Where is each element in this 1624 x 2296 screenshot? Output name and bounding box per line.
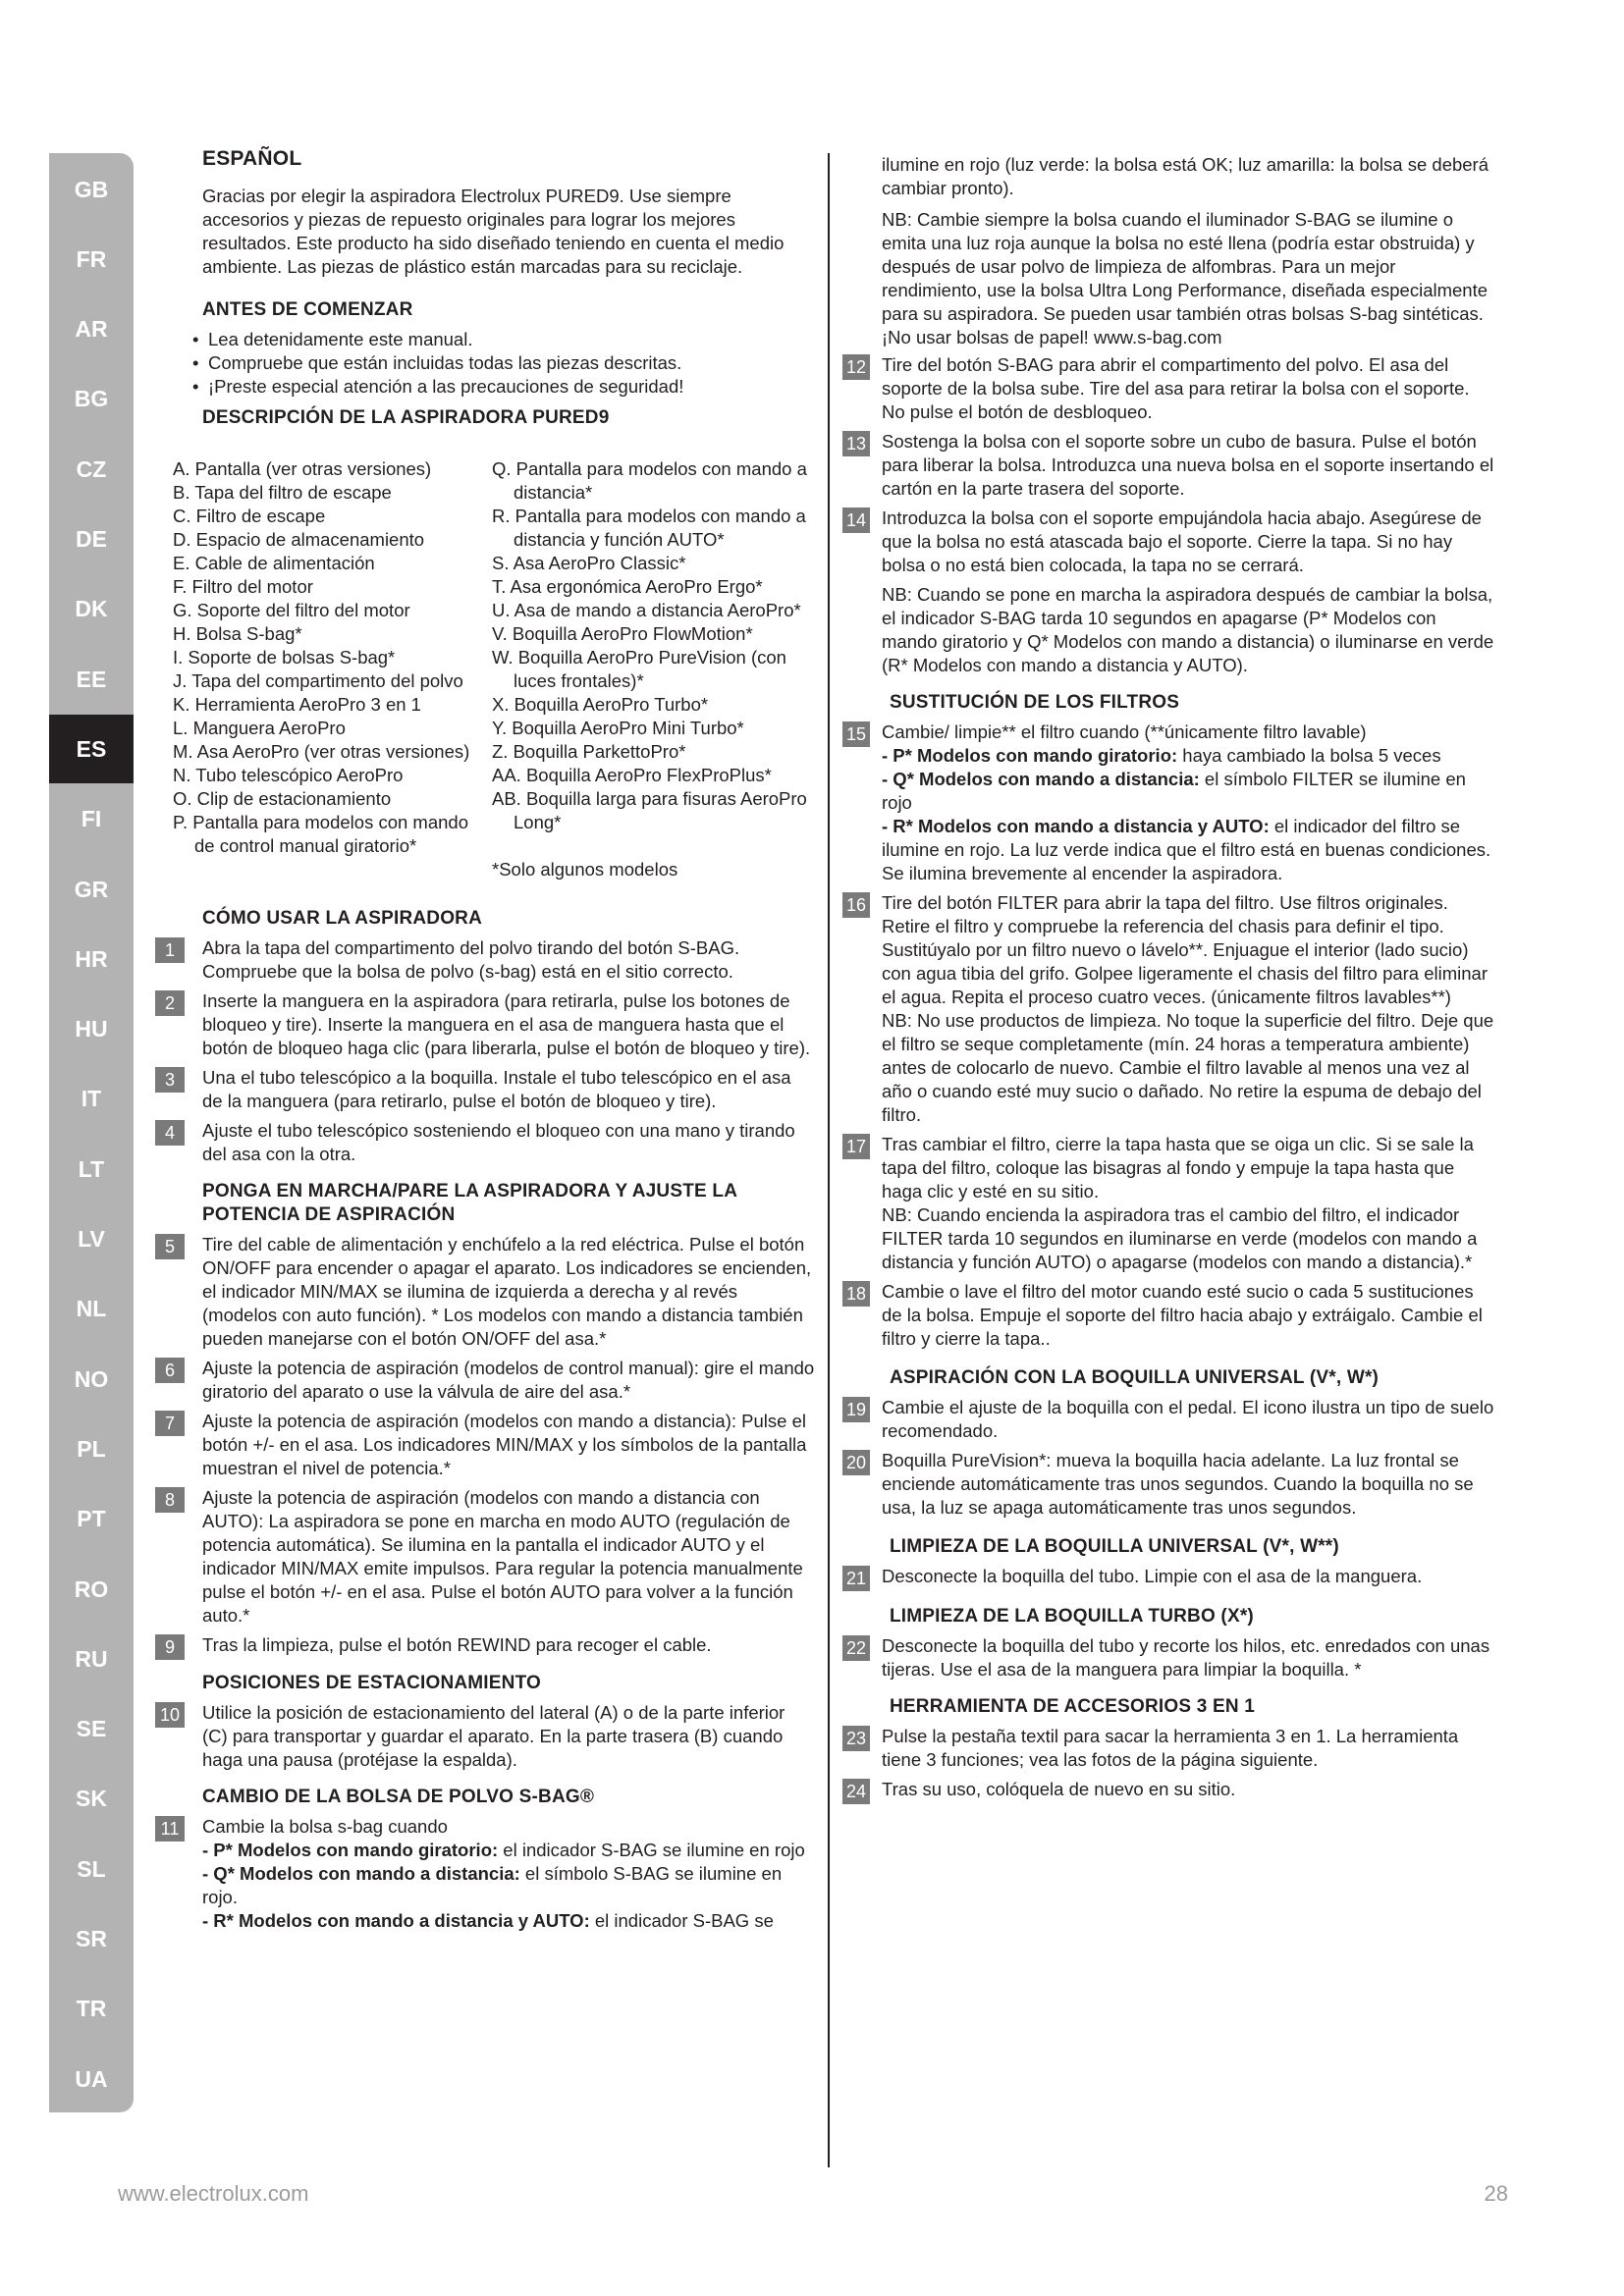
model-text: el indicador S-BAG se ilumine en rojo bbox=[498, 1840, 805, 1860]
step-number: 6 bbox=[155, 1358, 185, 1383]
step-12 bbox=[842, 353, 1495, 424]
step-number: 17 bbox=[842, 1134, 870, 1159]
step-body: Tras su uso, colóquela de nuevo en su sitio. bbox=[882, 1779, 1236, 1799]
step-6 bbox=[155, 1357, 815, 1404]
language-tab-sr[interactable]: SR bbox=[76, 1926, 107, 1951]
step-17 bbox=[842, 1133, 1495, 1274]
step-20 bbox=[842, 1449, 1495, 1520]
step-number: 13 bbox=[842, 431, 870, 456]
left-column bbox=[155, 147, 815, 1939]
step-text bbox=[882, 721, 1495, 885]
part-item: M. Asa AeroPro (ver otras versiones) bbox=[173, 741, 470, 762]
part-item: K. Herramienta AeroPro 3 en 1 bbox=[173, 694, 421, 715]
language-tab-lt[interactable]: LT bbox=[78, 1155, 105, 1182]
step-number: 18 bbox=[842, 1281, 870, 1307]
language-tab-fr[interactable]: FR bbox=[76, 245, 107, 272]
step-4 bbox=[155, 1119, 815, 1166]
language-tab-hu[interactable]: HU bbox=[75, 1016, 108, 1042]
part-item: D. Espacio de almacenamiento bbox=[173, 529, 425, 550]
step-intro: Cambie la bolsa s-bag cuando bbox=[202, 1816, 448, 1837]
language-tab-ee[interactable]: EE bbox=[76, 666, 107, 692]
language-tab-bg[interactable]: BG bbox=[74, 386, 109, 412]
step-body: Tire del botón FILTER para abrir la tapa del filtro. Use filtros originales. Retire el filtro y compruebe la referencia del chasis para definir el tipo. Sustitúyalo por un filtro nuevo o lávelo**. Enjuague el interior (lado sucio) con agua tibia del grifo. Golpee ligeramente el chasis del filtro para eliminar el agua. Repita el proceso cuatro veces. (únicamente filtros lavables**) bbox=[882, 892, 1489, 1007]
parts-column-1 bbox=[173, 457, 492, 881]
part-item: Q. Pantalla para modelos con mando a distancia* bbox=[492, 458, 807, 503]
step-18 bbox=[842, 1280, 1495, 1351]
step-number: 19 bbox=[842, 1397, 870, 1422]
model-text: haya cambiado la bolsa 5 veces bbox=[1177, 745, 1441, 766]
step-number: 4 bbox=[155, 1120, 185, 1146]
step-number: 14 bbox=[842, 507, 870, 533]
part-item: A. Pantalla (ver otras versiones) bbox=[173, 458, 432, 479]
language-tab-tr[interactable]: TR bbox=[76, 1996, 107, 2022]
step-14 bbox=[842, 507, 1495, 577]
step-body: Tras la limpieza, pulse el botón REWIND para recoger el cable. bbox=[202, 1634, 712, 1655]
step-number: 11 bbox=[155, 1816, 185, 1842]
step-19 bbox=[842, 1396, 1495, 1443]
language-sidebar bbox=[49, 153, 134, 2112]
language-tab-it[interactable]: IT bbox=[81, 1086, 102, 1112]
step-11 bbox=[155, 1815, 815, 1933]
step-2 bbox=[155, 989, 815, 1060]
step-text bbox=[882, 1778, 1495, 1804]
language-tab-ua[interactable]: UA bbox=[75, 2065, 108, 2092]
filter-heading: SUSTITUCIÓN DE LOS FILTROS bbox=[890, 692, 1180, 713]
language-tab-no[interactable]: NO bbox=[74, 1365, 109, 1392]
step-13 bbox=[842, 430, 1495, 501]
language-tab-sk[interactable]: SK bbox=[76, 1786, 107, 1812]
step-number: 16 bbox=[842, 892, 870, 918]
step-text bbox=[202, 1357, 815, 1404]
part-item: U. Asa de mando a distancia AeroPro* bbox=[492, 600, 801, 620]
part-item: B. Tapa del filtro de escape bbox=[173, 482, 392, 503]
park-heading: POSICIONES DE ESTACIONAMIENTO bbox=[202, 1673, 542, 1693]
language-tab-de[interactable]: DE bbox=[76, 526, 107, 552]
language-tab-pt[interactable]: PT bbox=[77, 1506, 106, 1532]
part-item: AA. Boquilla AeroPro FlexProPlus* bbox=[492, 765, 772, 785]
language-tab-nl[interactable]: NL bbox=[76, 1296, 107, 1322]
before-heading: ANTES DE COMENZAR bbox=[202, 299, 413, 320]
step-15 bbox=[842, 721, 1495, 885]
bag-note: NB: Cambie siempre la bolsa cuando el iluminador S-BAG se ilumine o emita una luz roja aunque la bolsa no esté llena (podría estar obstruida) y después de usar polvo de limpieza de alfombras. Para un mejor rendimiento, use la bolsa Ultra Long Performance, diseñada especialmente para su aspiradora. Se pueden usar también otras bolsas S-bag sintéticas. ¡No usar bolsas de papel! www.s-bag.com bbox=[882, 209, 1489, 347]
parts-list bbox=[173, 457, 815, 881]
step-text: Utilice la posición de estacionamiento del lateral (A) o de la parte inferior (C) para transportar y guardar el aparato. En la parte trasera (B) cuando haga una pausa (protéjase la espalda). bbox=[202, 1702, 785, 1770]
step-text bbox=[202, 1233, 815, 1351]
language-tab-fi[interactable]: FI bbox=[81, 806, 102, 832]
part-item: F. Filtro del motor bbox=[173, 576, 313, 597]
nozzle-steps bbox=[842, 1396, 1495, 1520]
step-text: Desconecte la boquilla del tubo. Limpie con el asa de la manguera. bbox=[882, 1566, 1423, 1586]
intro-text: Gracias por elegir la aspiradora Electrolux PURED9. Use siempre accesorios y piezas de repuesto originales para lograr los mejores resultados. Este producto ha sido diseñado teniendo en cuenta el medio ambiente. Las piezas de plástico están marcadas para su reciclaje. bbox=[202, 186, 785, 277]
model-label: - P* Modelos con mando giratorio: bbox=[202, 1840, 499, 1860]
language-tab-gr[interactable]: GR bbox=[74, 876, 109, 902]
step-note: NB: No use productos de limpieza. No toque la superficie del filtro. Deje que el filtro se seque completamente (mín. 24 horas a temperatura ambiente) antes de colocarlo de nuevo. Cambie el filtro lavable al menos una vez al año o cuando esté muy sucio o dañado. No retire la espuma de debajo del filtro. bbox=[882, 1010, 1494, 1125]
step-7 bbox=[155, 1410, 815, 1480]
list-item: • ¡Preste especial atención a las precauciones de seguridad! bbox=[192, 375, 815, 399]
part-item: L. Manguera AeroPro bbox=[173, 718, 346, 738]
part-item: N. Tubo telescópico AeroPro bbox=[173, 765, 404, 785]
language-tab-hr[interactable]: HR bbox=[75, 945, 108, 972]
nozzle-heading: ASPIRACIÓN CON LA BOQUILLA UNIVERSAL (V*, W*) bbox=[890, 1367, 1380, 1388]
start-heading: PONGA EN MARCHA/PARE LA ASPIRADORA Y AJUSTE LA POTENCIA DE ASPIRACIÓN bbox=[202, 1181, 737, 1225]
step-text bbox=[202, 1119, 815, 1166]
part-item: C. Filtro de escape bbox=[173, 506, 326, 526]
step-text bbox=[202, 1486, 815, 1628]
step-number: 3 bbox=[155, 1067, 185, 1093]
step-text bbox=[882, 1280, 1495, 1351]
language-tab-es[interactable]: ES bbox=[49, 715, 134, 783]
part-item: I. Soporte de bolsas S-bag* bbox=[173, 647, 396, 667]
model-r bbox=[882, 815, 1495, 885]
model-label: - Q* Modelos con mando a distancia: bbox=[202, 1863, 520, 1884]
use-steps bbox=[155, 936, 815, 1166]
list-item: • Lea detenidamente este manual. bbox=[192, 328, 815, 351]
part-item: R. Pantalla para modelos con mando a distancia y función AUTO* bbox=[492, 506, 806, 550]
step-body: Boquilla PureVision*: mueva la boquilla hacia adelante. La luz frontal se enciende automáticamente tras unos segundos. Cuando la boquilla no se usa, la luz se apaga automáticamente tras unos segundos. bbox=[882, 1450, 1474, 1518]
step-number: 1 bbox=[155, 937, 185, 963]
part-item: J. Tapa del compartimento del polvo bbox=[173, 670, 463, 691]
parts-note: *Solo algunos modelos bbox=[492, 859, 678, 880]
step-number: 23 bbox=[842, 1726, 870, 1751]
clean-heading: LIMPIEZA DE LA BOQUILLA UNIVERSAL (V*, W**) bbox=[890, 1536, 1339, 1557]
step-text bbox=[202, 1633, 815, 1660]
bag-steps bbox=[842, 353, 1495, 577]
step-text: Desconecte la boquilla del tubo y recorte los hilos, etc. enredados con unas tijeras. Use el asa de la manguera para limpiar la boquilla. * bbox=[882, 1635, 1490, 1680]
language-tab-ru[interactable]: RU bbox=[75, 1645, 108, 1672]
step-number: 22 bbox=[842, 1635, 870, 1661]
part-item: W. Boquilla AeroPro PureVision (con luces frontales)* bbox=[492, 647, 786, 691]
step-8 bbox=[155, 1486, 815, 1628]
step-text bbox=[882, 507, 1495, 577]
right-column bbox=[842, 147, 1495, 1810]
step-text bbox=[882, 1396, 1495, 1443]
step-number: 2 bbox=[155, 990, 185, 1016]
language-tab-dk[interactable]: DK bbox=[75, 596, 108, 622]
footer-website: www.electrolux.com bbox=[118, 2181, 309, 2206]
step-body: Cambie o lave el filtro del motor cuando esté sucio o cada 5 sustituciones de la bolsa. Empuje el soporte del filtro hacia abajo y extráigalo. Cambie el filtro y cierre la tapa.. bbox=[882, 1281, 1483, 1349]
list-item: • Compruebe que están incluidas todas las piezas descritas. bbox=[192, 351, 815, 375]
step-number: 9 bbox=[155, 1634, 185, 1660]
turbo-heading: LIMPIEZA DE LA BOQUILLA TURBO (X*) bbox=[890, 1606, 1254, 1627]
step-number: 10 bbox=[155, 1702, 185, 1728]
step-16 bbox=[842, 891, 1495, 1127]
step-text bbox=[882, 1449, 1495, 1520]
bag-note-2: NB: Cuando se pone en marcha la aspiradora después de cambiar la bolsa, el indicador S-BAG tarda 10 segundos en apagarse (P* Modelos con mando giratorio y Q* Modelos con mando a distancia) o iluminarse en verde (R* Modelos con mando a distancia y AUTO). bbox=[882, 584, 1494, 675]
step-text bbox=[882, 1725, 1495, 1772]
step-body: Ajuste el tubo telescópico sosteniendo el bloqueo con una mano y tirando del asa con la otra. bbox=[202, 1120, 795, 1164]
step-body: Tire del botón S-BAG para abrir el compartimento del polvo. El asa del soporte de la bolsa sube. Tire del asa para retirar la bolsa con el soporte. No pulse el botón de desbloqueo. bbox=[882, 354, 1470, 422]
step-1 bbox=[155, 936, 815, 984]
step-number: 21 bbox=[842, 1566, 870, 1591]
step-5 bbox=[155, 1233, 815, 1351]
part-item: AB. Boquilla larga para fisuras AeroPro Long* bbox=[492, 788, 807, 832]
model-text: el símbolo FILTER se ilumine en rojo bbox=[882, 769, 1466, 813]
model-label: - Q* Modelos con mando a distancia: bbox=[882, 769, 1200, 789]
step-number: 7 bbox=[155, 1411, 185, 1436]
step-body: Abra la tapa del compartimento del polvo tirando del botón S-BAG. Compruebe que la bolsa de polvo (s-bag) está en el sitio correcto. bbox=[202, 937, 740, 982]
parts-column-2 bbox=[492, 457, 811, 881]
step-number: 5 bbox=[155, 1234, 185, 1259]
model-p bbox=[882, 744, 1495, 768]
model-label: - P* Modelos con mando giratorio: bbox=[882, 745, 1178, 766]
language-tab-gb[interactable]: GB bbox=[74, 176, 109, 202]
model-label: - R* Modelos con mando a distancia y AUTO: bbox=[882, 816, 1270, 836]
step-body: Pulse la pestaña textil para sacar la herramienta 3 en 1. La herramienta tiene 3 funciones; vea las fotos de la página siguiente. bbox=[882, 1726, 1459, 1770]
step-body: Introduzca la bolsa con el soporte empujándola hacia abajo. Asegúrese de que la bolsa no está atascada bajo el soporte. Cierre la tapa. Si no hay bolsa o no está bien colocada, la tapa no se cerrará. bbox=[882, 507, 1482, 575]
language-tab-lv[interactable]: LV bbox=[78, 1226, 105, 1252]
step-text bbox=[202, 989, 815, 1060]
model-text: el símbolo S-BAG se ilumine en rojo. bbox=[202, 1863, 783, 1907]
step-body: Sostenga la bolsa con el soporte sobre un cubo de basura. Pulse el botón para liberar la bolsa. Introduzca una nueva bolsa en el soporte insertando el cartón en la parte trasera del soporte. bbox=[882, 431, 1494, 499]
filter-steps bbox=[842, 891, 1495, 1351]
column-divider bbox=[828, 153, 830, 2167]
step-number: 8 bbox=[155, 1487, 185, 1513]
step-text bbox=[202, 1066, 815, 1113]
step-10 bbox=[155, 1701, 815, 1772]
step-21 bbox=[842, 1565, 1495, 1591]
model-p bbox=[202, 1839, 815, 1862]
step-number: 24 bbox=[842, 1779, 870, 1804]
bag-heading: CAMBIO DE LA BOLSA DE POLVO S-BAG® bbox=[202, 1787, 595, 1807]
part-item: T. Asa ergonómica AeroPro Ergo* bbox=[492, 576, 763, 597]
step-24 bbox=[842, 1778, 1495, 1804]
part-item: P. Pantalla para modelos con mando de control manual giratorio* bbox=[173, 812, 468, 856]
language-tab-sl[interactable]: SL bbox=[77, 1855, 106, 1882]
step-text bbox=[202, 936, 815, 984]
step-intro: Cambie/ limpie** el filtro cuando (**únicamente filtro lavable) bbox=[882, 721, 1367, 742]
part-item: H. Bolsa S-bag* bbox=[173, 623, 302, 644]
language-tab-ro[interactable]: RO bbox=[74, 1575, 109, 1602]
footer-page-number: 28 bbox=[1484, 2181, 1508, 2206]
step-body: Ajuste la potencia de aspiración (modelos con mando a distancia): Pulse el botón +/- en el asa. Los indicadores MIN/MAX y los símbolos de la pantalla muestran el nivel de potencia.* bbox=[202, 1411, 807, 1478]
step-body: Cambie el ajuste de la boquilla con el pedal. El icono ilustra un tipo de suelo recomendado. bbox=[882, 1397, 1494, 1441]
step-text bbox=[882, 353, 1495, 424]
use-heading: CÓMO USAR LA ASPIRADORA bbox=[202, 908, 483, 929]
description-heading: DESCRIPCIÓN DE LA ASPIRADORA PURED9 bbox=[202, 407, 610, 428]
step-text bbox=[202, 1815, 815, 1933]
step-23 bbox=[842, 1725, 1495, 1772]
part-item: G. Soporte del filtro del motor bbox=[173, 600, 410, 620]
step-body: Inserte la manguera en la aspiradora (para retirarla, pulse los botones de bloqueo y tire). Inserte la manguera en el asa de manguera hasta que el botón de bloqueo haga clic (para liberarla, pulse el botón de bloqueo y tire). bbox=[202, 990, 811, 1058]
step-22 bbox=[842, 1634, 1495, 1682]
step-number: 20 bbox=[842, 1450, 870, 1475]
step-body: Una el tubo telescópico a la boquilla. Instale el tubo telescópico en el asa de la manguera (para retirarlo, pulse el botón de bloqueo y tire). bbox=[202, 1067, 791, 1111]
step-body: Tras cambiar el filtro, cierre la tapa hasta que se oiga un clic. Si se sale la tapa del filtro, coloque las bisagras al fondo y empuje la tapa hasta que haga clic y esté en su sitio. bbox=[882, 1134, 1474, 1201]
part-item: X. Boquilla AeroPro Turbo* bbox=[492, 694, 709, 715]
language-tab-ar[interactable]: AR bbox=[75, 316, 108, 343]
model-q bbox=[202, 1862, 815, 1909]
step-text bbox=[882, 1133, 1495, 1274]
step-body: Tire del cable de alimentación y enchúfelo a la red eléctrica. Pulse el botón ON/OFF para encender o apagar el aparato. Los indicadores se encienden, el indicador MIN/MAX se ilumina de izquierda a derecha y al revés (modelos con auto función). * Los modelos con mando a distancia también pueden manejarse con el botón ON/OFF del asa.* bbox=[202, 1234, 812, 1349]
language-tab-cz[interactable]: CZ bbox=[76, 455, 107, 482]
step-9 bbox=[155, 1633, 815, 1660]
step-body: Ajuste la potencia de aspiración (modelos de control manual): gire el mando giratorio del aparato o use la válvula de aire del asa.* bbox=[202, 1358, 815, 1402]
model-text: el indicador S-BAG se bbox=[589, 1910, 774, 1931]
tool-heading: HERRAMIENTA DE ACCESORIOS 3 EN 1 bbox=[890, 1696, 1256, 1717]
step-number: 15 bbox=[842, 721, 870, 747]
step-text bbox=[882, 430, 1495, 501]
step-text bbox=[882, 891, 1495, 1127]
part-item: S. Asa AeroPro Classic* bbox=[492, 553, 686, 573]
model-label: - R* Modelos con mando a distancia y AUTO: bbox=[202, 1910, 590, 1931]
model-q bbox=[882, 768, 1495, 815]
tool-steps bbox=[842, 1725, 1495, 1804]
start-steps bbox=[155, 1233, 815, 1660]
part-item: Y. Boquilla AeroPro Mini Turbo* bbox=[492, 718, 744, 738]
step-number: 12 bbox=[842, 354, 870, 380]
step-3 bbox=[155, 1066, 815, 1113]
model-text: el indicador del filtro se ilumine en rojo. La luz verde indica que el filtro está en buenas condiciones. Se ilumina brevemente al encender la aspiradora. bbox=[882, 816, 1491, 883]
model-r bbox=[202, 1909, 815, 1933]
step-note: NB: Cuando encienda la aspiradora tras el cambio del filtro, el indicador FILTER tarda 10 segundos en iluminarse en verde (modelos con mando a distancia y función AUTO) o apagarse (modelos con mando a distancia).* bbox=[882, 1204, 1478, 1272]
step-text bbox=[202, 1410, 815, 1480]
part-item: O. Clip de estacionamiento bbox=[173, 788, 392, 809]
language-tab-pl[interactable]: PL bbox=[77, 1435, 106, 1462]
bag-continuation: ilumine en rojo (luz verde: la bolsa está OK; luz amarilla: la bolsa se deberá cambiar pronto). bbox=[882, 154, 1489, 198]
part-item: V. Boquilla AeroPro FlowMotion* bbox=[492, 623, 753, 644]
step-body: Ajuste la potencia de aspiración (modelos con mando a distancia con AUTO): La aspiradora se pone en marcha en modo AUTO (regulación de potencia automática). Se ilumina en la pantalla el indicador AUTO y el indicador MIN/MAX emite impulsos. Para regular la potencia manualmente pulse el botón +/- en el asa. Pulse el botón AUTO para volver a la función auto.* bbox=[202, 1487, 803, 1626]
language-tab-se[interactable]: SE bbox=[76, 1716, 107, 1742]
part-item: Z. Boquilla ParkettoPro* bbox=[492, 741, 686, 762]
before-list bbox=[192, 328, 815, 399]
page-title: ESPAÑOL bbox=[202, 147, 302, 170]
part-item: E. Cable de alimentación bbox=[173, 553, 375, 573]
